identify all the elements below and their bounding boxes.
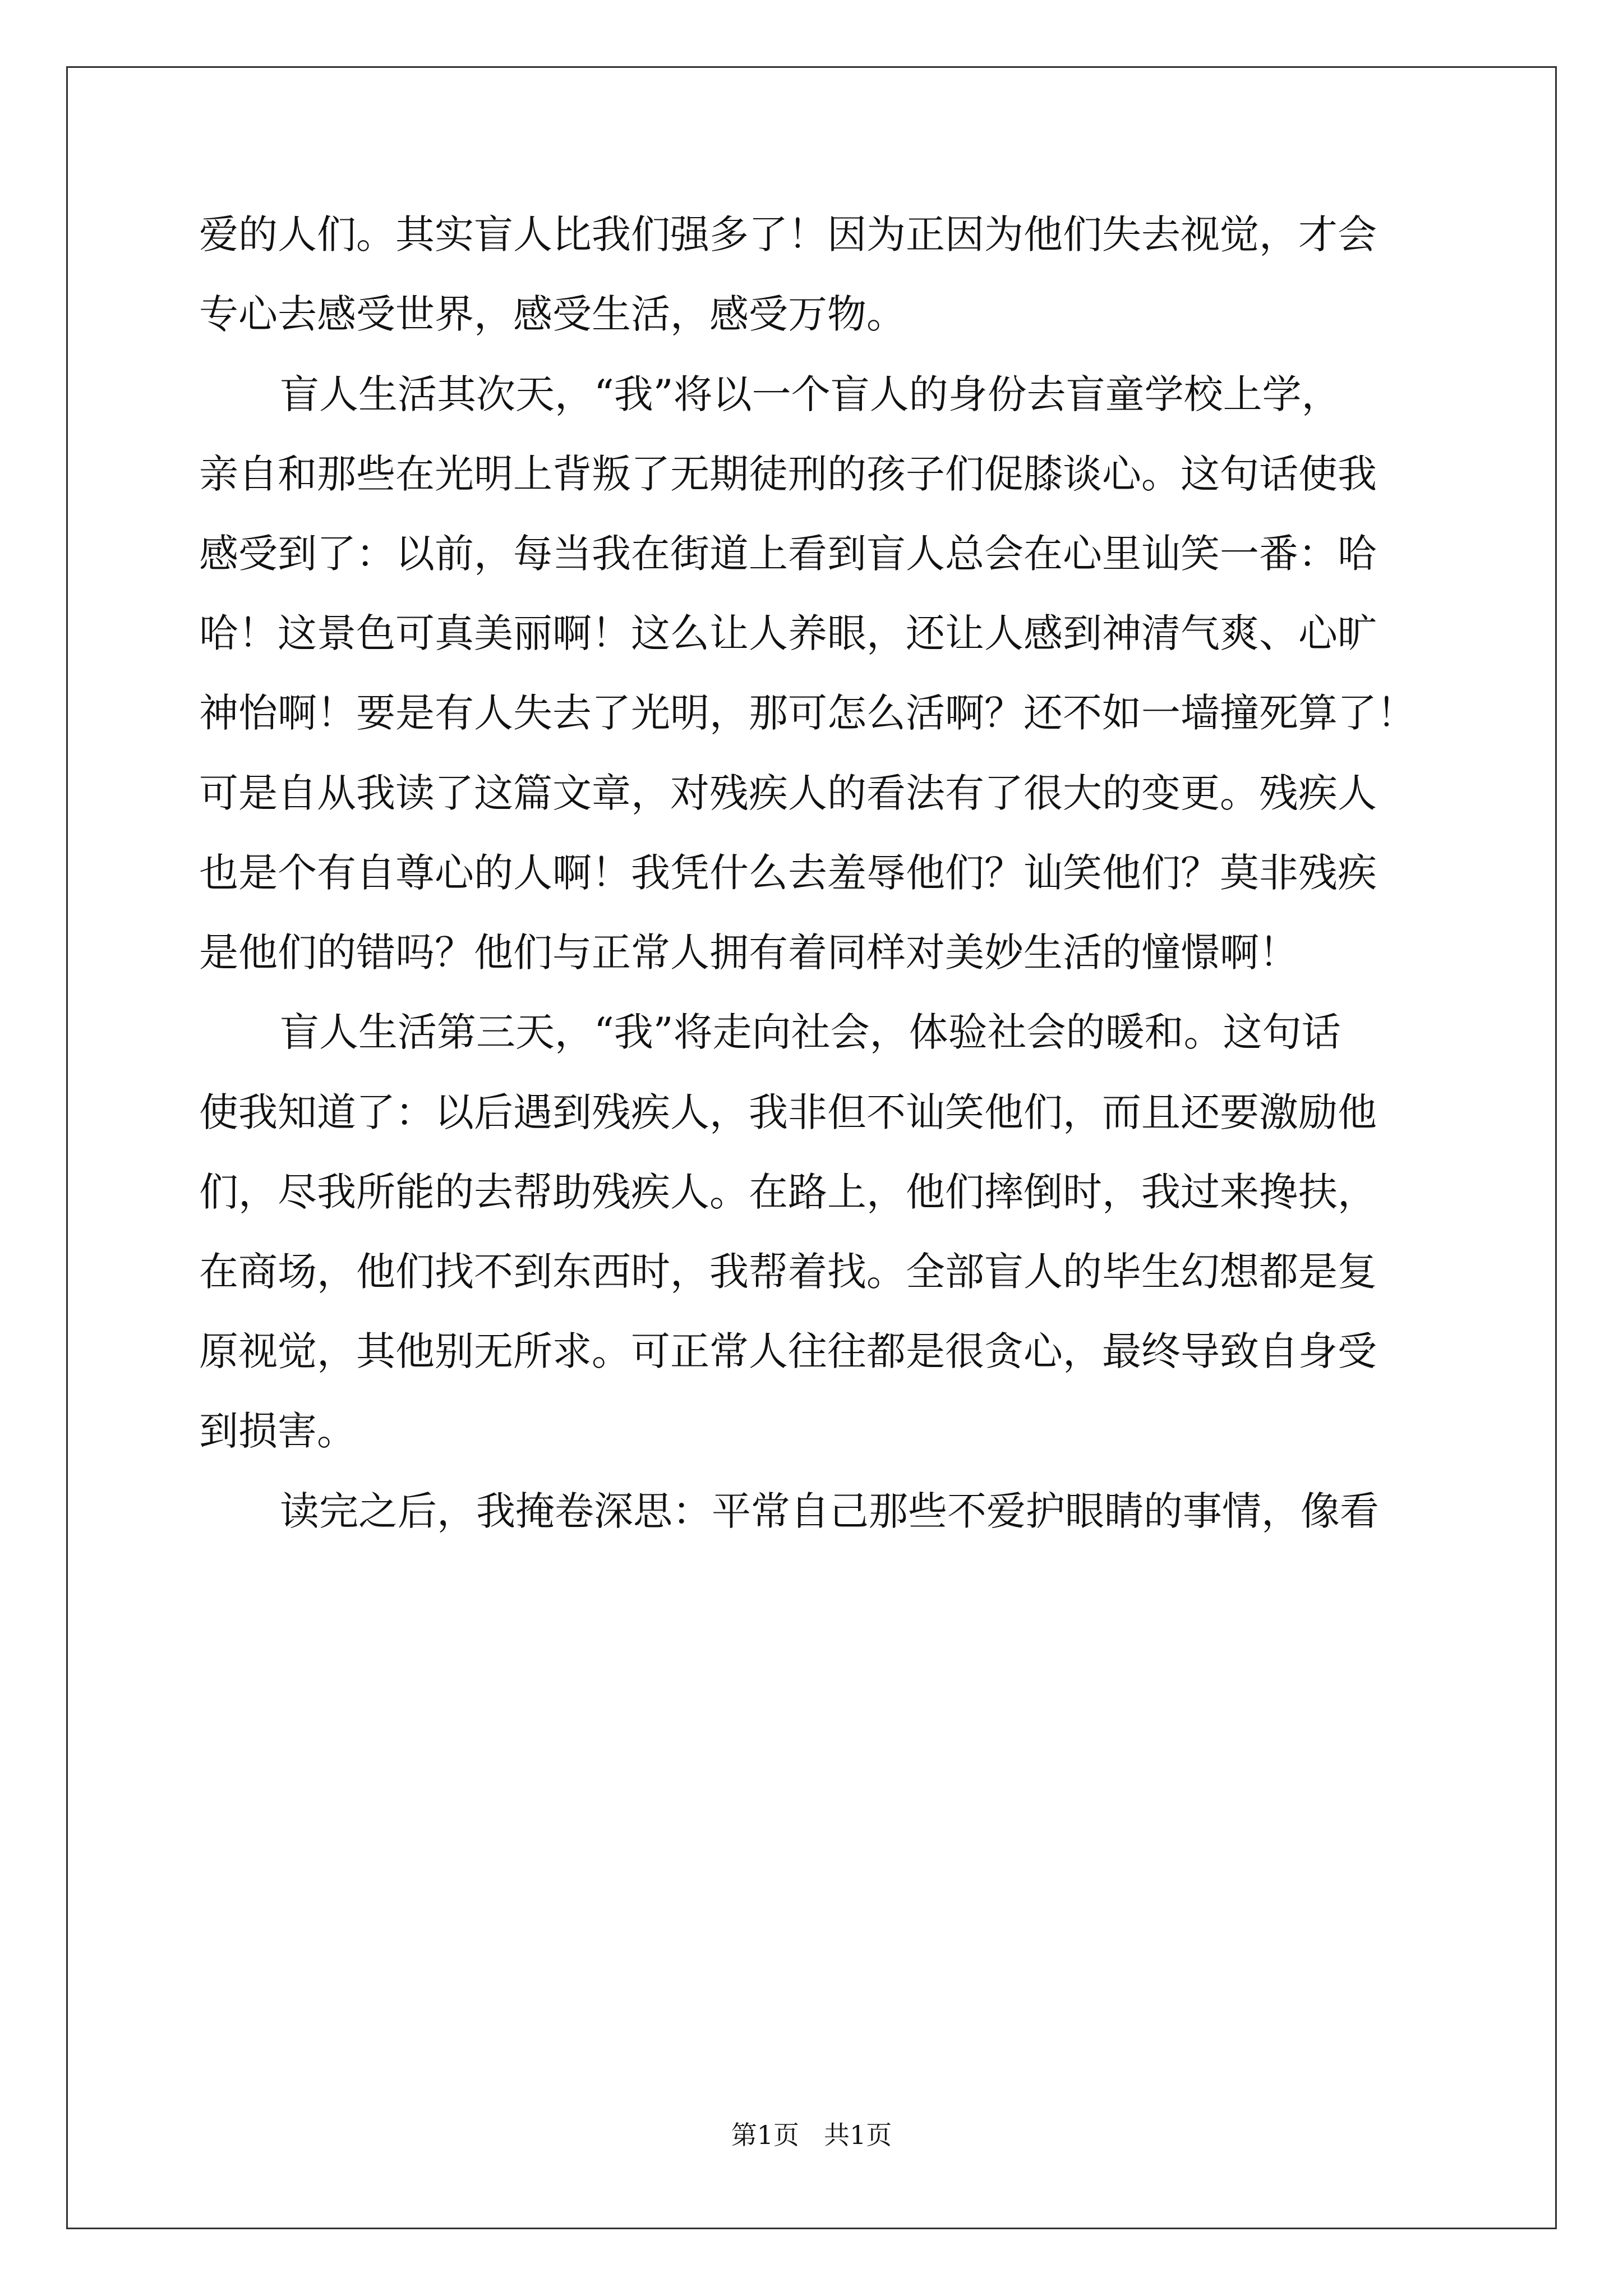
page-number: 第1页	[731, 2120, 799, 2150]
page-footer	[0, 2118, 1623, 2152]
paragraph-start-line: 读完之后，我掩卷深思：平常自己那些不爱护眼睛的事情，像看	[280, 1488, 1379, 1534]
page-total: 共1页	[824, 2120, 892, 2150]
paragraph-start-line: 盲人生活其次天，“我”将以一个盲人的身份去盲童学校上学，	[280, 371, 1341, 417]
text-line: 到损害。	[199, 1408, 356, 1454]
text-line: 原视觉，其他别无所求。可正常人往往都是很贪心，最终导致自身受	[199, 1328, 1377, 1374]
text-line: 专心去感受世界，感受生活，感受万物。	[199, 291, 906, 337]
paragraph-start-line: 盲人生活第三天，“我”将走向社会，体验社会的暖和。这句话	[280, 1009, 1341, 1055]
text-line: 哈！这景色可真美丽啊！这么让人养眼，还让人感到神清气爽、心旷	[199, 610, 1377, 656]
text-line: 在商场，他们找不到东西时，我帮着找。全部盲人的毕生幻想都是复	[199, 1249, 1377, 1295]
text-line: 亲自和那些在光明上背叛了无期徒刑的孩子们促膝谈心。这句话使我	[199, 451, 1377, 497]
text-line: 可是自从我读了这篇文章，对残疾人的看法有了很大的变更。残疾人	[199, 770, 1377, 816]
text-line: 们，尽我所能的去帮助残疾人。在路上，他们摔倒时，我过来搀扶，	[199, 1169, 1377, 1215]
text-line: 是他们的错吗？他们与正常人拥有着同样对美妙生活的憧憬啊！	[199, 930, 1298, 976]
text-line: 感受到了：以前，每当我在街道上看到盲人总会在心里讪笑一番：哈	[199, 531, 1377, 577]
text-line: 也是个有自尊心的人啊！我凭什么去羞辱他们？讪笑他们？莫非残疾	[199, 850, 1377, 896]
text-line: 神怡啊！要是有人失去了光明，那可怎么活啊？还不如一墙撞死算了！	[199, 690, 1416, 736]
text-line: 爱的人们。其实盲人比我们强多了！因为正因为他们失去视觉，才会	[199, 211, 1377, 257]
text-line: 使我知道了：以后遇到残疾人，我非但不讪笑他们，而且还要激励他	[199, 1089, 1377, 1135]
